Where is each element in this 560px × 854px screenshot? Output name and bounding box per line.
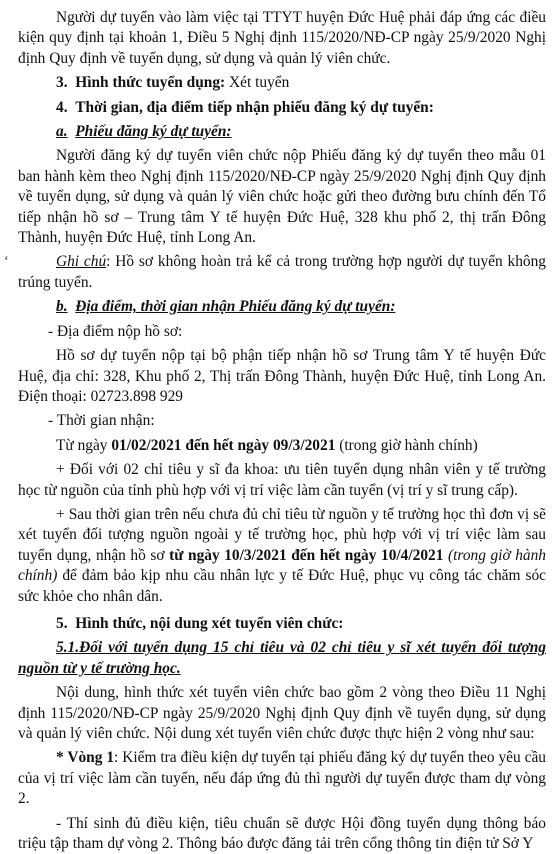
margin-mark: ʻ	[4, 254, 9, 269]
heading-section-4: 4. Thời gian, địa điểm tiếp nhận phiếu đăng ký dự tuyển:	[56, 98, 434, 116]
paragraph-quota-doctor: + Đối với 02 chỉ tiêu y sĩ đa khoa: ưu tiên tuyển dụng nhân viên y tế trường học từ nguồn của tỉnh phù hợp với vị trí việc làm cần tuyển (vị trí y sĩ trung cấp).	[18, 461, 546, 499]
paragraph-round-2-notice: - Thí sinh đủ điều kiện, tiêu chuẩn sẽ được Hội đồng tuyển dụng thông báo triệu tập tham dự vòng 2. Thông báo được đăng tải trên cổng thông tin điện tử Sở Y	[18, 814, 546, 853]
paragraph-submission-time: Từ ngày 01/02/2021 đến hết ngày 09/3/2021 (trong giờ hành chính)	[56, 436, 478, 454]
heading-subsection-a: a. Phiếu đăng ký dự tuyển:	[56, 123, 232, 141]
heading-subsection-5-1: 5.1.Đối với tuyển dụng 15 chỉ tiêu và 02 chỉ tiêu y sĩ xét tuyển đối tượng nguồn từ y tế trường học.	[18, 639, 546, 677]
paragraph-registration-form: Người đăng ký dự tuyển viên chức nộp Phiếu đăng ký dự tuyển theo mẫu 01 ban hành kèm theo Nghị định 115/2020/NĐ-CP ngày 25/9/2020 Nghị định Quy định về tuyển dụng, sử dụng và quản lý viên chức hoặc gửi theo đường bưu chính đến Tổ tiếp nhận hồ sơ – Trung tâm Y tế huyện Đức Huệ, 328 khu phố 2, thị trấn Đông Thành, huyện Đức Huệ, tỉnh Long An.	[18, 147, 546, 247]
label-submission-place: - Địa điểm nộp hồ sơ:	[48, 322, 183, 340]
paragraph-submission-place: Hồ sơ dự tuyển nộp tại bộ phận tiếp nhận hồ sơ Trung tâm Y tế huyện Đức Huệ, địa chỉ: 328, Khu phố 2, Thị trấn Đông Thành, huyện Đức Huệ, tỉnh Long An. Điện thoại: 02723.898 929	[18, 347, 546, 405]
paragraph-note: Ghi chú: Hồ sơ không hoàn trả kể cả trong trường hợp người dự tuyển không trúng tuyển.	[18, 253, 547, 291]
paragraph-eligibility: Người dự tuyển vào làm việc tại TTYT huyện Đức Huệ phải đáp ứng các điều kiện quy định tại khoản 1, Điều 5 Nghị định 115/2020/NĐ-CP ngày 25/9/2020 Nghị định Quy định về tuyển dụng, sử dụng và quản lý viên chức.	[18, 9, 546, 67]
heading-section-5: 5. Hình thức, nội dung xét tuyển viên chức:	[56, 614, 344, 632]
paragraph-two-rounds: Nội dung, hình thức xét tuyển viên chức bao gồm 2 vòng theo Điều 11 Nghị định 115/2020/NĐ-CP ngày 25/9/2020 Nghị định Quy định về tuyển dụng, sử dụng và quản lý viên chức. Nội dung xét tuyển viên chức được thực hiện 2 vòng như sau:	[18, 684, 546, 742]
paragraph-round-1: * Vòng 1: Kiểm tra điều kiện dự tuyển tại phiếu đăng ký dự tuyển theo yêu cầu của vị trí việc làm cần tuyển, nếu đáp ứng đủ thì người dự tuyển được tham dự vòng 2.	[18, 749, 546, 808]
heading-subsection-b: b. Địa điểm, thời gian nhận Phiếu đăng ký dự tuyển:	[56, 298, 396, 316]
heading-section-3: 3. Hình thức tuyển dụng: Xét tuyển	[56, 74, 290, 92]
paragraph-external-candidates: + Sau thời gian trên nếu chưa đủ chỉ tiêu từ nguồn y tế trường học thì đơn vị sẽ xét tuyển đối tượng nguồn ngoài y tế trường học, phù hợp với vị trí việc làm sau tuyển dụng, nhận hồ sơ từ ngày 10/3/2021 đến hết ngày 10/4/2021 (trong giờ hành chính) để đảm bảo kịp nhu cầu nhân lực y tế Đức Huệ, phục vụ công tác chăm sóc sức khỏe cho nhân dân.	[18, 505, 547, 605]
label-submission-time: - Thời gian nhận:	[48, 412, 155, 430]
